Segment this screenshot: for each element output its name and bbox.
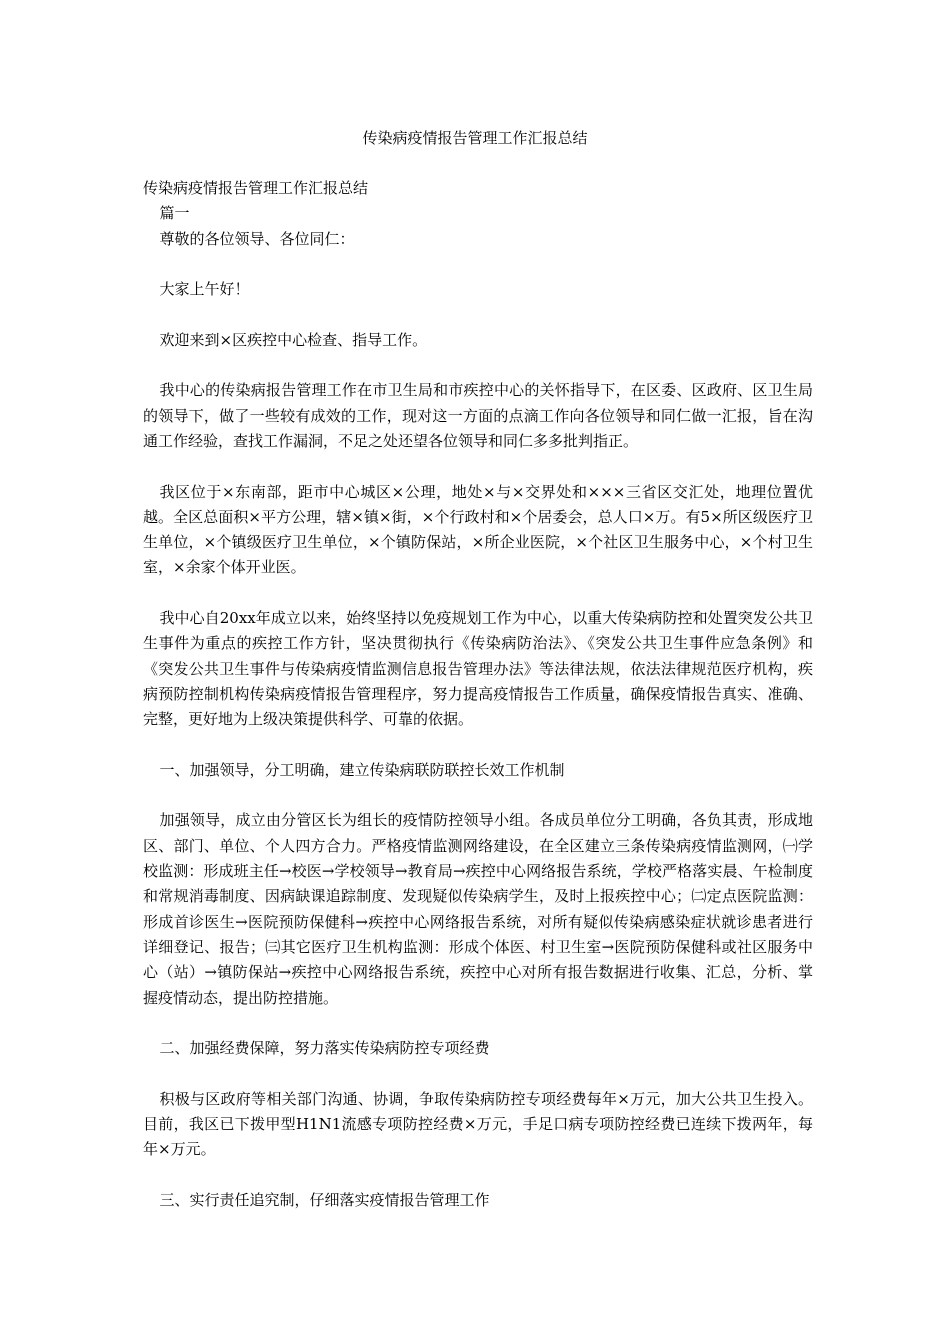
paragraph-location: 我区位于×东南部，距市中心城区×公理，地处×与×交界处和×××三省区交汇处，地理位置优越。全区总面积×平方公理，辖×镇×街，×个行政村和×个居委会，总人口×万。有5×所区级医疗卫生单位，×个镇级医疗卫生单位，×个镇防保站，×所企业医院，×个社区卫生服务中心，×个村卫生室，×余家个体开业医。: [143, 482, 813, 577]
greeting: 大家上午好！: [159, 280, 250, 299]
paragraph-history: 我中心自20xx年成立以来，始终坚持以免疫规划工作为中心，以重大传染病防控和处置突发公共卫生事件为重点的疾控工作方针，坚决贯彻执行《传染病防治法》、《突发公共卫生事件应急条例》和《突发公共卫生事件与传染病疫情监测信息报告管理办法》等法律法规，依法法律规范医疗机构，疾病预防控制机构传染病疫情报告管理程序，努力提高疫情报告工作质量，确保疫情报告真实、准确、完整，更好地为上级决策提供科学、可靠的依据。: [143, 609, 813, 729]
document-heading: 传染病疫情报告管理工作汇报总结: [143, 179, 369, 197]
paragraph-intro: 我中心的传染病报告管理工作在市卫生局和市疾控中心的关怀指导下，在区委、区政府、区卫生局的领导下，做了一些较有成效的工作，现对这一方面的点滴工作向各位领导和同仁做一汇报，旨在沟通工作经验，查找工作漏洞，不足之处还望各位领导和同仁多多批判指正。: [143, 381, 813, 450]
section-2-body: 积极与区政府等相关部门沟通、协调，争取传染病防控专项经费每年×万元，加大公共卫生投入。目前，我区已下拨甲型H1N1流感专项防控经费×万元，手足口病专项防控经费已连续下拨两年，每年×万元。: [143, 1089, 813, 1159]
section-2-heading: 二、加强经费保障，努力落实传染病防控专项经费: [159, 1039, 490, 1058]
section-1-heading: 一、加强领导，分工明确，建立传染病联防联控长效工作机制: [159, 760, 565, 779]
document-body: [143, 176, 813, 1213]
section-3-heading: 三、实行责任追究制，仔细落实疫情报告管理工作: [159, 1190, 490, 1209]
welcome-line: 欢迎来到×区疾控中心检查、指导工作。: [159, 330, 428, 349]
section-1-body: 加强领导，成立由分管区长为组长的疫情防控领导小组。各成员单位分工明确，各负其责，形成地区、部门、单位、个人四方合力。严格疫情监测网络建设，在全区建立三条传染病疫情监测网，㈠学校监测：形成班主任→校医→学校领导→教育局→疾控中心网络报告系统，学校严格落实晨、午检制度和常规消毒制度、因病缺课追踪制度、发现疑似传染病学生，及时上报疾控中心；㈡定点医院监测：形成首诊医生→医院预防保健科→疾控中心网络报告系统，对所有疑似传染病感染症状就诊患者进行详细登记、报告；㈢其它医疗卫生机构监测：形成个体医、村卫生室→医院预防保健科或社区服务中心（站）→镇防保站→疾控中心网络报告系统，疾控中心对所有报告数据进行收集、汇总，分析、掌握疫情动态，提出防控措施。: [143, 811, 813, 1007]
section-label: 篇一: [159, 204, 190, 223]
salutation: 尊敬的各位领导、各位同仁：: [159, 229, 355, 248]
document-title: 传染病疫情报告管理工作汇报总结: [362, 129, 588, 147]
